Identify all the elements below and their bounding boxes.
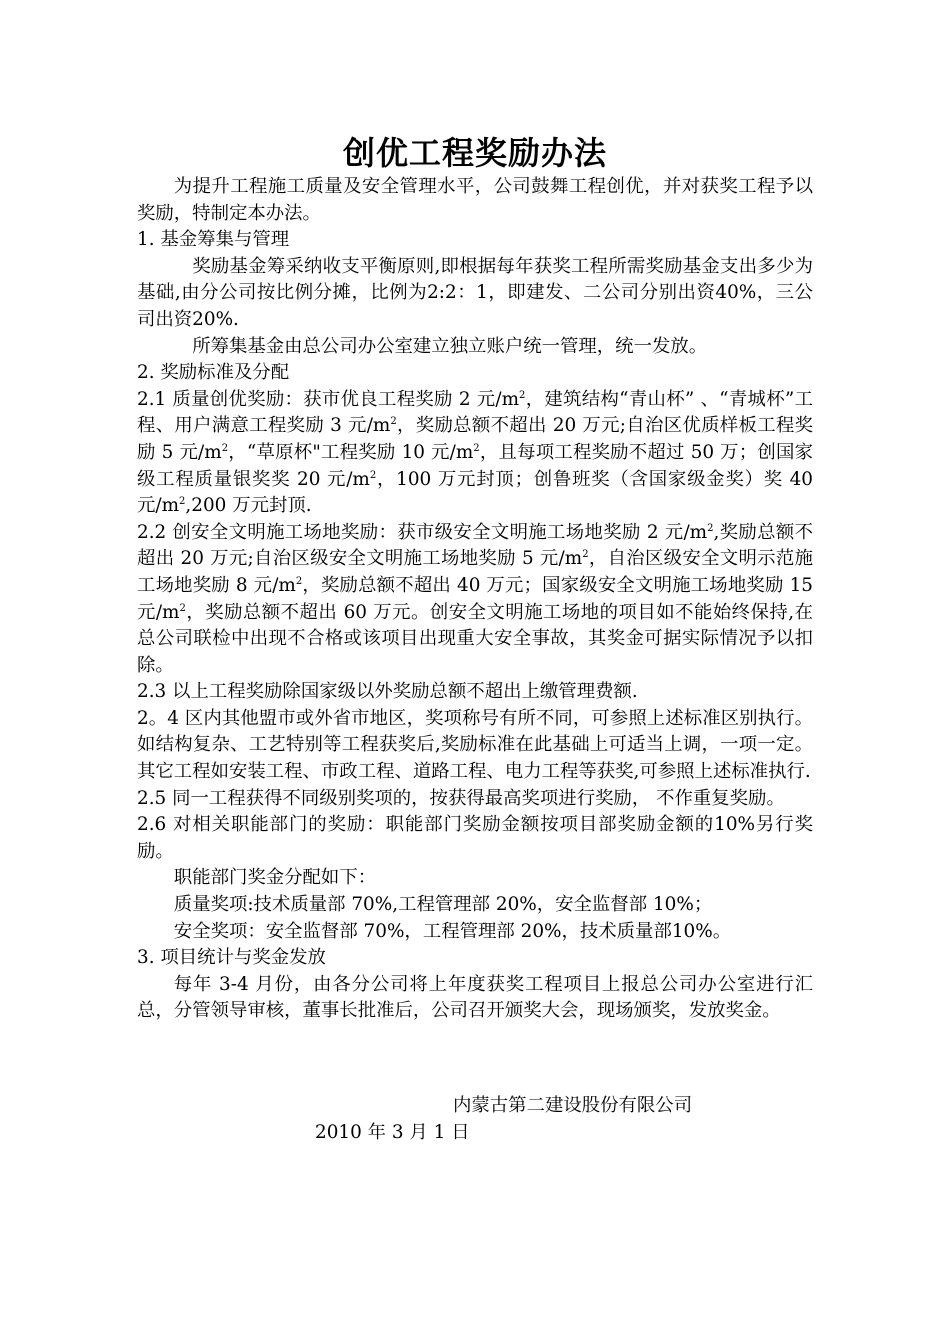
superscript: 2	[519, 389, 526, 401]
clause-2-1-part: ,200 万元封顶.	[185, 495, 312, 517]
intro-paragraph: 为提升工程施工质量及安全管理水平，公司鼓舞工程创优，并对获奖工程予以奖励，特制定本办法。	[137, 176, 813, 224]
distribution-heading: 职能部门奖金分配如下：	[173, 867, 377, 889]
clause-2-1-part: ，奖励总额不超出 20 万元;自治区优质样板工程奖励 5 元/m	[137, 415, 813, 463]
distribution-quality: 质量奖项:技术质量部 70%,工程管理部 20%，安全监督部 10%；	[173, 894, 713, 916]
section-1-heading: 1. 基金筹集与管理	[137, 229, 290, 251]
signature-date: 2010 年 3 月 1 日	[315, 1122, 470, 1143]
distribution-safety: 安全奖项：安全监督部 70%，工程管理部 20%，技术质量部10%。	[173, 920, 732, 942]
clause-2-2-part: ，奖励总额不超出 60 万元。创安全文明施工场地的项目如不能始终保持,在总公司联检中出现不合格或该项目出现重大安全事故，其奖金可据实际情况予以扣除。	[137, 601, 813, 676]
clause-2-1-part: ，且每项工程奖励不超过 50 万；创国家级工程质量银奖奖 20 元/m	[137, 441, 814, 490]
clause-2-4: 2。4 区内其他盟市或外省市地区，奖项称号有所不同，可参照上述标准区别执行。如结构复杂、工艺特别等工程获奖后,奖励标准在此基础上可适当上调，一项一定。其它工程如安装工程、市政工程、道路工程、电力工程等获奖,可参照上述标准执行.	[137, 707, 813, 783]
clause-2-5: 2.5 同一工程获得不同级别奖项的，按获得最高奖项进行奖励， 不作重复奖励。	[137, 787, 785, 809]
clause-2-1-part: ，100 万元封顶；创鲁班奖（含国家级金奖）奖 40 元/m	[137, 468, 813, 517]
clause-2-2-part: ，自治区级安全文明示范施工场地奖励 8 元/m	[137, 548, 813, 596]
section-1-paragraph-1: 奖励基金筹采纳收支平衡原则,即根据每年获奖工程所需奖励基金支出多少为基础,由分公司按比例分摊，比例为2:2：1，即建发、二公司分别出资40%，三公司出资20%.	[137, 255, 813, 330]
superscript: 2	[295, 575, 303, 587]
clause-2-1-part: ，“草原杯"工程奖励 10 元/m	[228, 441, 474, 463]
clause-2-3: 2.3 以上工程奖励除国家级以外奖励总额不超出上缴管理费额.	[137, 681, 638, 703]
section-1-paragraph-2: 所筹集基金由总公司办公室建立独立账户统一管理，统一发放。	[192, 335, 708, 357]
superscript: 2	[369, 469, 377, 481]
clause-2-6: 2.6 对相关职能部门的奖励：职能部门奖励金额按项目部奖励金额的10%另行奖励。	[137, 814, 813, 862]
clause-2-2	[137, 520, 813, 680]
section-2-heading: 2. 奖励标准及分配	[137, 362, 290, 384]
clause-2-1	[137, 387, 813, 520]
superscript: 2	[221, 442, 229, 454]
superscript: 2	[582, 549, 589, 561]
clause-2-1-part: 2.1 质量创优奖励：获市优良工程奖励 2 元/m	[137, 388, 520, 410]
superscript: 2	[179, 496, 186, 507]
section-3-heading: 3. 项目统计与奖金发放	[137, 947, 326, 969]
signature-company: 内蒙古第二建设股份有限公司	[453, 1095, 693, 1116]
superscript: 2	[390, 416, 397, 428]
clause-2-2-part: 2.2 创安全文明施工场地奖励：获市级安全文明施工场地奖励 2 元/m	[137, 521, 708, 543]
clause-2-1-part: ，建筑结构“青山杯” 、“青城杯”工程、用户满意工程奖励 3 元/m	[137, 388, 813, 437]
clause-2-2-part: ,奖励总额不超出 20 万元;自治区级安全文明施工场地奖励 5 元/m	[137, 521, 813, 570]
clause-2-2-part: ，奖励总额不超出 40 万元；国家级安全文明施工场地奖励 15 元/m	[137, 574, 813, 623]
document-title: 创优工程奖励办法	[342, 134, 607, 172]
superscript: 2	[179, 602, 186, 614]
section-3-paragraph: 每年 3-4 月份，由各分公司将上年度获奖工程项目上报总公司办公室进行汇总，分管领导审核，董事长批准后，公司召开颁奖大会，现场颁奖，发放奖金。	[137, 973, 813, 1022]
superscript: 2	[707, 522, 714, 534]
superscript: 2	[473, 442, 480, 454]
document-body	[137, 174, 813, 1025]
